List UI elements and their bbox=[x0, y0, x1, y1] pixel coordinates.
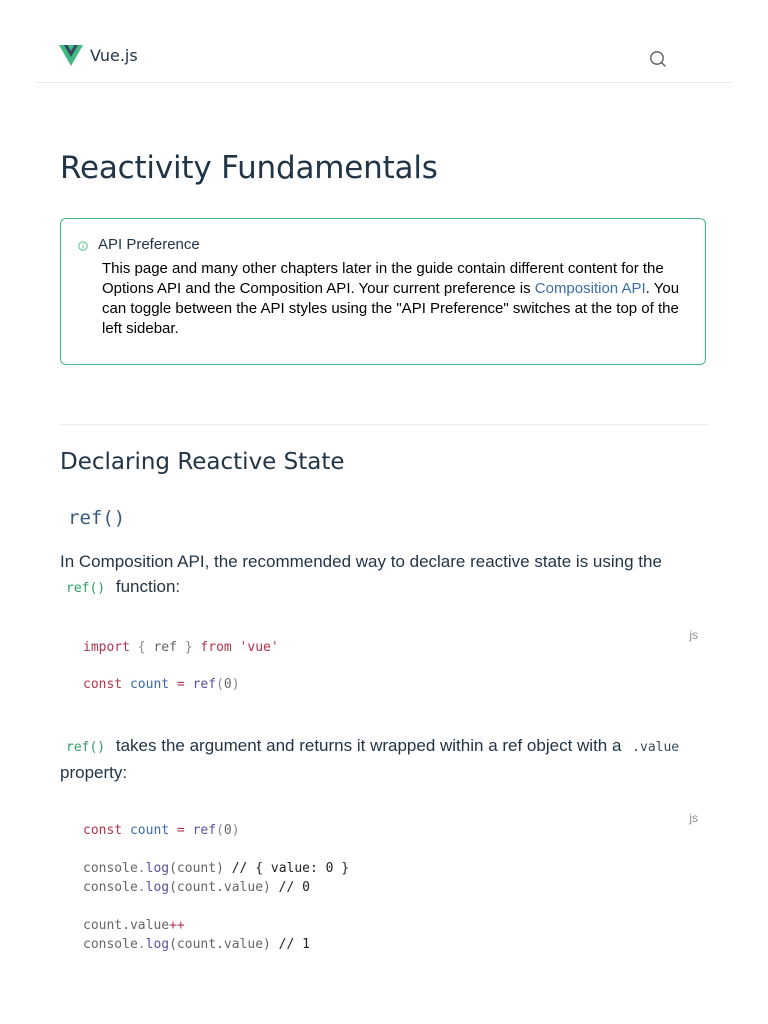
inline-code-value: .value bbox=[632, 740, 680, 755]
info-icon bbox=[78, 241, 88, 251]
tip-body bbox=[102, 259, 692, 339]
code-block-import bbox=[60, 628, 708, 698]
home-logo-link[interactable] bbox=[59, 44, 138, 68]
search-button[interactable] bbox=[648, 49, 668, 69]
intro-text: In Composition API, the recommended way to declare reactive state is using the bbox=[60, 552, 662, 571]
code-line: console.log(count.value) // 0 bbox=[83, 880, 310, 895]
code-line: const count = ref(0) bbox=[83, 823, 240, 838]
tip-title: API Preference bbox=[98, 236, 200, 253]
inline-code-ref: ref() bbox=[66, 740, 106, 755]
code-lang-label: js bbox=[689, 811, 698, 825]
brand-name: Vue.js bbox=[90, 46, 138, 65]
composition-api-link[interactable]: Composition API bbox=[534, 280, 646, 297]
code-line: const count = ref(0) bbox=[83, 677, 240, 692]
api-preference-tip bbox=[60, 218, 706, 365]
code-line: console.log(count) // { value: 0 } bbox=[83, 861, 350, 876]
code-lang-label: js bbox=[689, 628, 698, 642]
section-heading: Declaring Reactive State bbox=[60, 449, 345, 475]
subsection-heading: ref() bbox=[68, 507, 126, 529]
ref-description-text-end: property: bbox=[60, 763, 128, 782]
section-divider bbox=[60, 424, 708, 425]
ref-description-text: takes the argument and returns it wrapped within a ref object with a bbox=[115, 736, 622, 755]
tip-body-text-end: . You can toggle between the API styles using the "API Preference" switches at the top of the left sidebar. bbox=[102, 280, 680, 337]
page-title: Reactivity Fundamentals bbox=[60, 150, 438, 186]
code-line: count.value++ bbox=[83, 918, 185, 933]
navbar bbox=[36, 0, 732, 83]
intro-paragraph bbox=[60, 549, 710, 601]
code-line: console.log(count.value) // 1 bbox=[83, 937, 310, 952]
ref-description-paragraph bbox=[60, 733, 710, 785]
code-block-usage bbox=[60, 811, 708, 961]
vue-logo-icon bbox=[59, 45, 83, 67]
search-icon bbox=[648, 49, 668, 69]
inline-code-ref: ref() bbox=[66, 581, 106, 596]
code-line: import { ref } from 'vue' bbox=[83, 640, 279, 655]
tip-body-text-start: This page and many other chapters later in the guide contain different content for the Options API and the Composition API. Your current preference is bbox=[102, 260, 664, 297]
intro-text-end: function: bbox=[115, 577, 181, 596]
